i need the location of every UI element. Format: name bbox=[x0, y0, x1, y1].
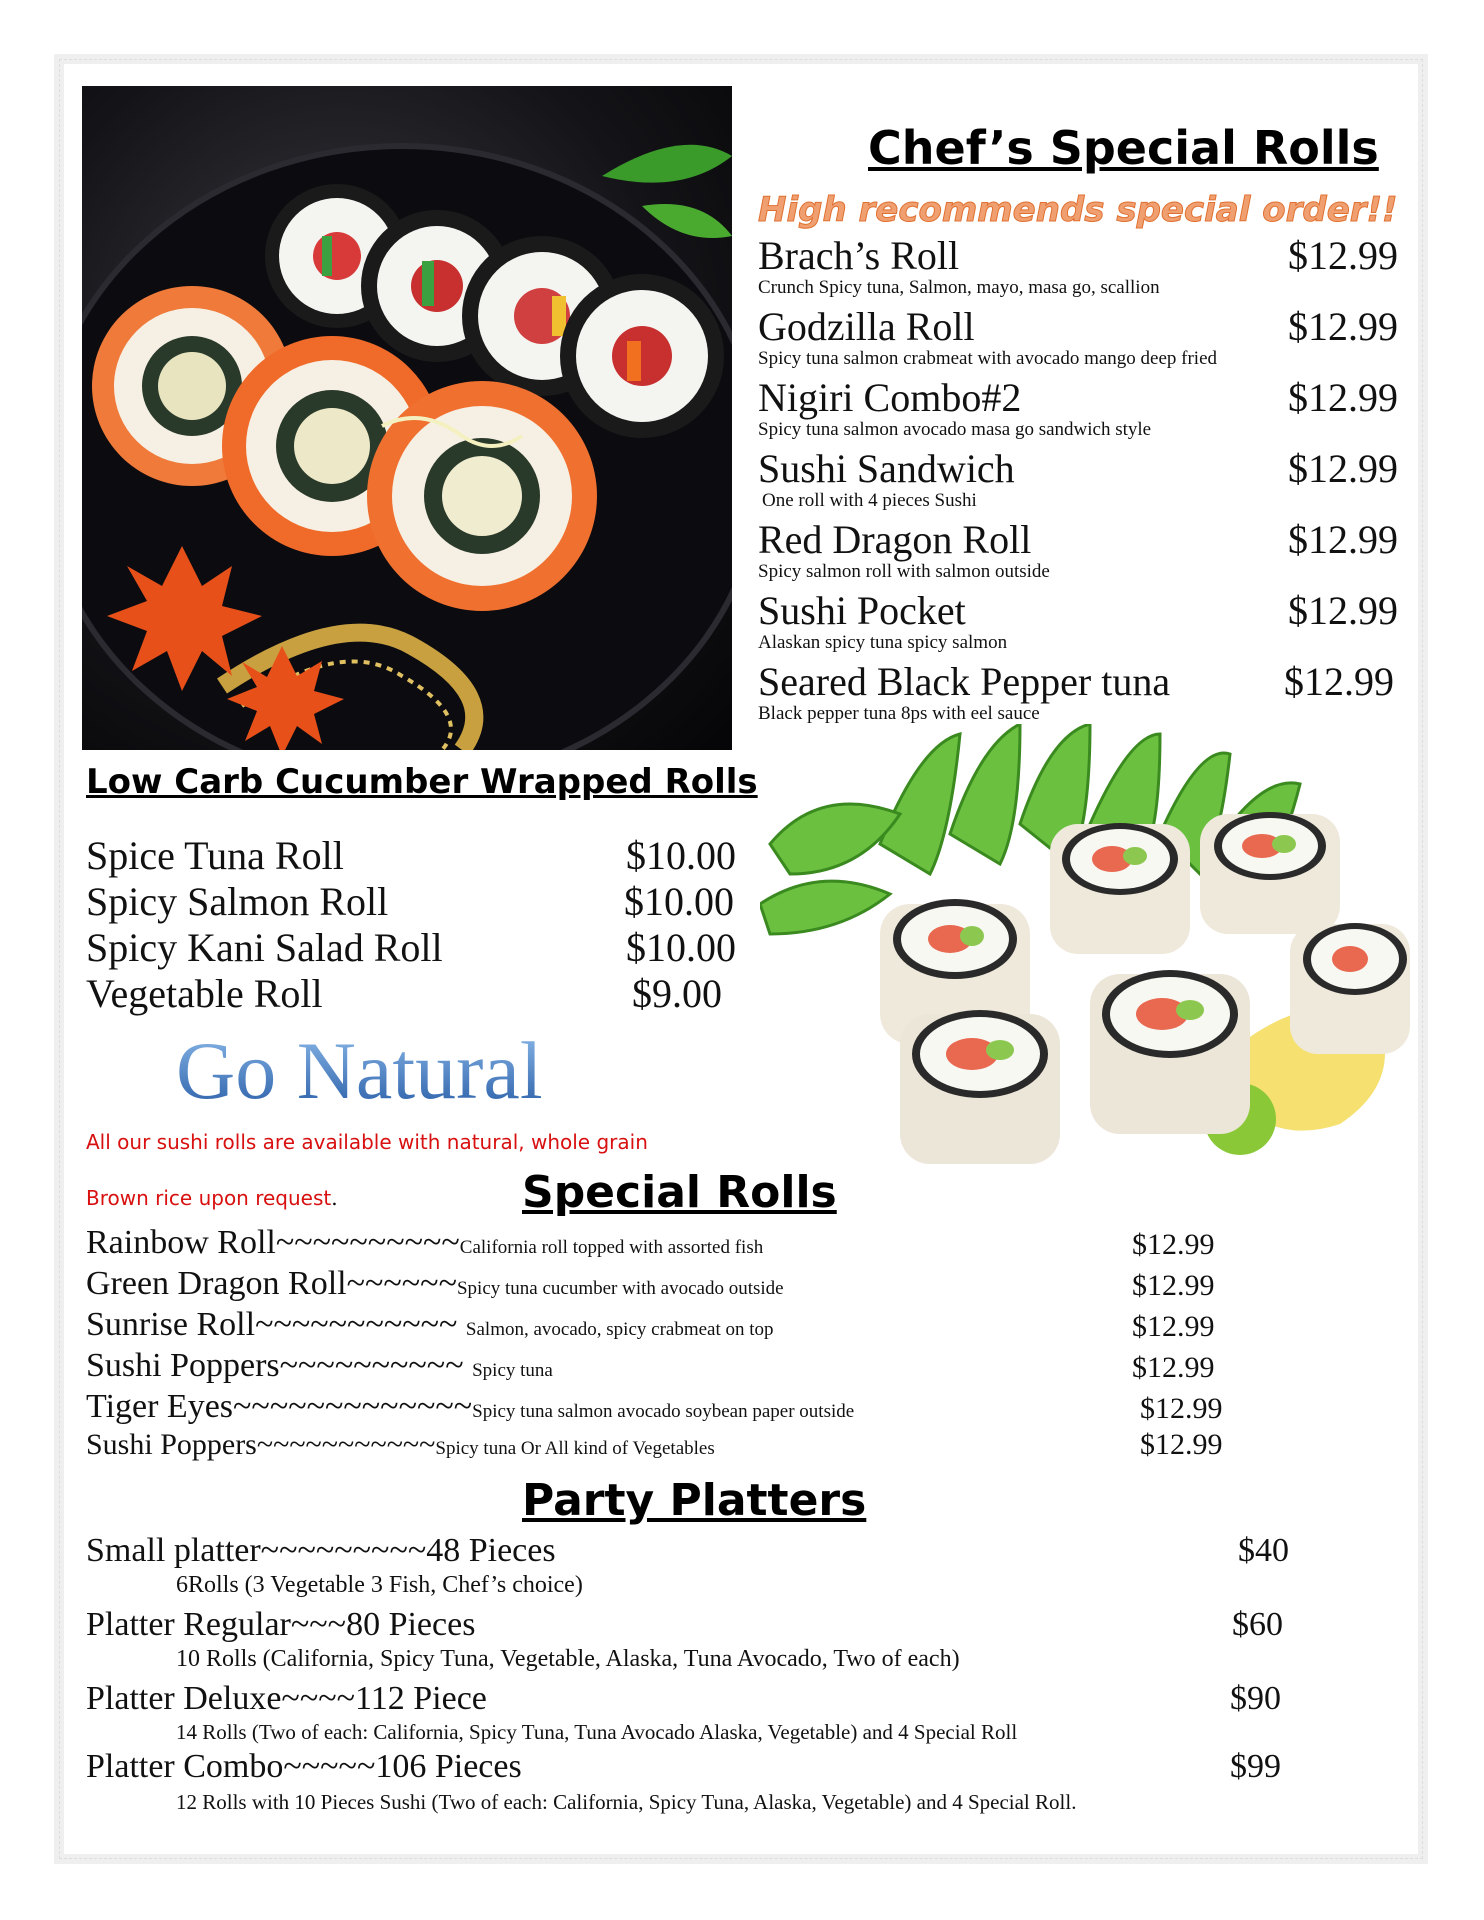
list-item bbox=[86, 971, 756, 1020]
go-natural-logo bbox=[176, 1025, 543, 1116]
cucumber-rolls-illustration bbox=[760, 724, 1410, 1174]
list-item bbox=[86, 1349, 1286, 1390]
chef-special-subtitle: High recommends special order!! bbox=[758, 190, 1398, 230]
item-price: $12.99 bbox=[1132, 1269, 1215, 1302]
item-name: Seared Black Pepper tuna bbox=[758, 659, 1171, 704]
item-name: Brach’s Roll bbox=[758, 233, 960, 278]
item-desc: Salmon, avocado, spicy crabmeat on top bbox=[465, 1319, 774, 1340]
party-platters-list bbox=[86, 1534, 1336, 1820]
go-natural-line1: All our sushi rolls are available with natural, whole grain bbox=[86, 1130, 648, 1154]
item-price: $12.99 bbox=[1132, 1351, 1215, 1384]
item-name: Platter Regular~~~80 Pieces bbox=[86, 1606, 476, 1643]
chef-special-title: Chef’s Special Rolls bbox=[868, 121, 1379, 175]
item-name: Small platter~~~~~~~~~48 Pieces bbox=[86, 1532, 556, 1569]
item-price: $10.00 bbox=[624, 879, 734, 924]
list-item bbox=[86, 879, 756, 928]
item-desc: 14 Rolls (Two of each: California, Spicy Tuna, Tuna Avocado Alaska, Vegetable) and 4 Special Roll bbox=[176, 1720, 1018, 1744]
list-item bbox=[86, 1308, 1286, 1349]
item-price: $10.00 bbox=[626, 833, 736, 878]
item-price: $12.99 bbox=[1140, 1428, 1223, 1461]
item-desc: California roll topped with assorted fish bbox=[459, 1237, 764, 1258]
item-price: $12.99 bbox=[1288, 233, 1398, 278]
item-name: Sushi Sandwich bbox=[758, 446, 1015, 491]
item-desc: Crunch Spicy tuna, Salmon, mayo, masa go, scallion bbox=[758, 277, 1160, 298]
item-price: $99 bbox=[1230, 1748, 1281, 1785]
item-name: Green Dragon Roll~~~~~~ bbox=[86, 1265, 457, 1302]
list-item bbox=[758, 517, 1398, 591]
list-item bbox=[758, 304, 1398, 378]
go-natural-title: Go Natural bbox=[176, 1025, 543, 1116]
item-price: $10.00 bbox=[626, 925, 736, 970]
item-desc: Spicy tuna salmon avocado soybean paper outside bbox=[472, 1401, 855, 1422]
list-item bbox=[86, 1750, 1336, 1820]
item-price: $12.99 bbox=[1284, 659, 1394, 704]
party-platters-title: Party Platters bbox=[522, 1475, 867, 1526]
item-desc: 12 Rolls with 10 Pieces Sushi (Two of each: California, Spicy Tuna, Alaska, Vegetable) and 4 Special Roll. bbox=[176, 1790, 1077, 1814]
list-item bbox=[86, 1226, 1286, 1267]
item-price: $12.99 bbox=[1132, 1310, 1215, 1343]
item-desc: One roll with 4 pieces Sushi bbox=[762, 490, 977, 511]
item-price: $12.99 bbox=[1288, 375, 1398, 420]
list-item bbox=[758, 375, 1398, 449]
cucumber-rolls-photo bbox=[760, 724, 1410, 1174]
special-rolls-title: Special Rolls bbox=[522, 1167, 837, 1218]
list-item bbox=[86, 1682, 1336, 1750]
item-price: $12.99 bbox=[1132, 1228, 1215, 1261]
sushi-rolls-illustration bbox=[82, 86, 732, 750]
list-item bbox=[758, 659, 1398, 733]
item-name: Sunrise Roll~~~~~~~~~~~ bbox=[86, 1306, 466, 1343]
item-name: Sushi Poppers~~~~~~~~~~~ bbox=[86, 1428, 436, 1461]
item-desc: Spicy salmon roll with salmon outside bbox=[758, 561, 1050, 582]
low-carb-list bbox=[86, 833, 756, 1020]
low-carb-title: Low Carb Cucumber Wrapped Rolls bbox=[86, 762, 758, 802]
item-desc: Spicy tuna salmon avocado masa go sandwich style bbox=[758, 419, 1152, 440]
list-item bbox=[86, 1608, 1336, 1682]
list-item bbox=[86, 1267, 1286, 1308]
item-price: $12.99 bbox=[1140, 1392, 1223, 1425]
go-natural-line2-text: Brown rice upon request bbox=[86, 1186, 332, 1210]
item-desc: Black pepper tuna 8ps with eel sauce bbox=[758, 703, 1040, 724]
special-rolls-list bbox=[86, 1226, 1286, 1466]
item-name: Sushi Pocket bbox=[758, 588, 966, 633]
item-name: Rainbow Roll~~~~~~~~~~ bbox=[86, 1224, 460, 1261]
item-desc: 6Rolls (3 Vegetable 3 Fish, Chef’s choice) bbox=[176, 1572, 583, 1598]
item-price: $12.99 bbox=[1288, 517, 1398, 562]
item-price: $9.00 bbox=[632, 971, 722, 1016]
item-name: Nigiri Combo#2 bbox=[758, 375, 1022, 420]
item-price: $12.99 bbox=[1288, 304, 1398, 349]
item-desc: Spicy tuna salmon crabmeat with avocado mango deep fried bbox=[758, 348, 1218, 369]
item-desc: Alaskan spicy tuna spicy salmon bbox=[758, 632, 1008, 653]
item-name: Sushi Poppers~~~~~~~~~~ bbox=[86, 1347, 473, 1384]
list-item bbox=[86, 925, 756, 974]
item-desc: Spicy tuna bbox=[472, 1360, 553, 1381]
list-item bbox=[86, 833, 756, 882]
item-price: $90 bbox=[1230, 1680, 1281, 1717]
item-name: Tiger Eyes~~~~~~~~~~~~~ bbox=[86, 1388, 473, 1425]
item-desc: 10 Rolls (California, Spicy Tuna, Vegetable, Alaska, Tuna Avocado, Two of each) bbox=[176, 1646, 960, 1672]
list-item bbox=[86, 1428, 1286, 1466]
item-name: Platter Deluxe~~~~112 Piece bbox=[86, 1680, 487, 1717]
chef-special-list bbox=[758, 233, 1398, 733]
item-name: Red Dragon Roll bbox=[758, 517, 1032, 562]
go-natural-line2-end: . bbox=[331, 1186, 338, 1210]
item-price: $12.99 bbox=[1288, 446, 1398, 491]
list-item bbox=[86, 1390, 1286, 1428]
go-natural-line2 bbox=[86, 1186, 338, 1210]
item-desc: Spicy tuna cucumber with avocado outside bbox=[456, 1278, 784, 1299]
item-name: Spicy Salmon Roll bbox=[86, 879, 389, 924]
item-name: Vegetable Roll bbox=[86, 971, 323, 1016]
item-name: Platter Combo~~~~~106 Pieces bbox=[86, 1748, 522, 1785]
item-price: $12.99 bbox=[1288, 588, 1398, 633]
item-price: $40 bbox=[1238, 1532, 1289, 1569]
item-desc: Spicy tuna Or All kind of Vegetables bbox=[435, 1438, 715, 1459]
list-item bbox=[758, 233, 1398, 307]
item-name: Spice Tuna Roll bbox=[86, 833, 344, 878]
list-item bbox=[758, 588, 1398, 662]
list-item bbox=[758, 446, 1398, 520]
sushi-rolls-photo bbox=[82, 86, 732, 750]
item-price: $60 bbox=[1232, 1606, 1283, 1643]
item-name: Spicy Kani Salad Roll bbox=[86, 925, 443, 970]
item-name: Godzilla Roll bbox=[758, 304, 975, 349]
list-item bbox=[86, 1534, 1336, 1608]
